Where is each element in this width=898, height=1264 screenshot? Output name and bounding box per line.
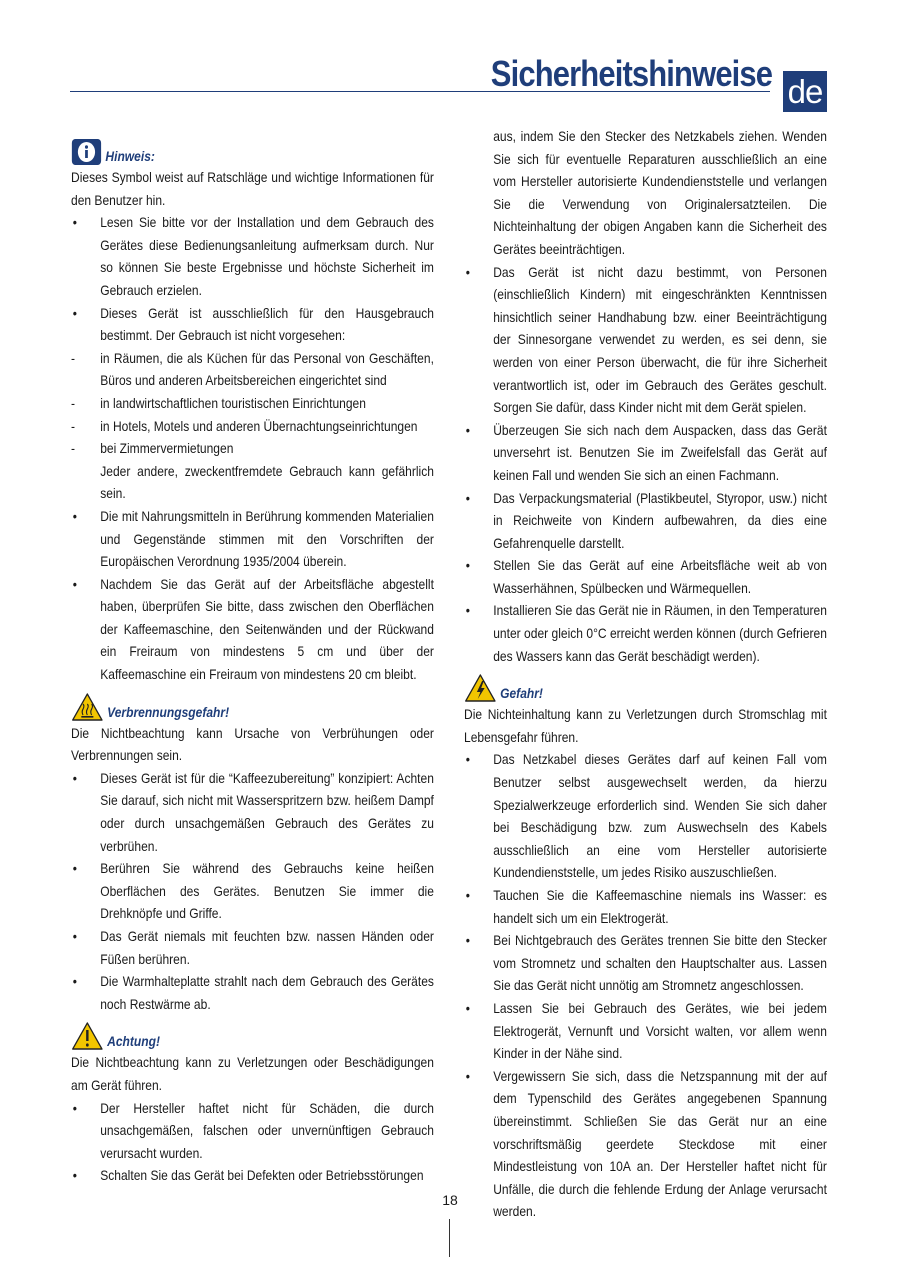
continued-text: aus, indem Sie den Stecker des Netzkabels ziehen. Wenden Sie sich für eventuelle Reparaturen ausschließlich an eine vom Hersteller autorisierte Kundendienststelle und verlangen Sie die Verwendung von Originalersatzteilen. Die Nichteinhaltung der obigen Angaben kann die Sicherheit des Gerätes beeinträchtigen.: [493, 128, 827, 257]
list-item: • Überzeugen Sie sich nach dem Auspacken, dass das Gerät unversehrt ist. Benutzen Sie im Zweifelsfall das Gerät auf keinen Fall und wenden Sie sich an einen Fachmann.: [465, 421, 827, 483]
list-item: • Tauchen Sie die Kaffeemaschine niemals ins Wasser: es handelt sich um ein Elektrogerät.: [465, 887, 827, 926]
footer-divider: [449, 1219, 450, 1257]
list-item: • Bei Nichtgebrauch des Gerätes trennen Sie bitte den Stecker vom Stromnetz und schalten den Hauptschalter aus. Lassen Sie das Gerät nicht unnötig am Stromnetz angeschlossen.: [465, 932, 827, 994]
hinweis-title: Hinweis:: [105, 148, 155, 164]
list-item: • Schalten Sie das Gerät bei Defekten oder Betriebsstörungen: [72, 1167, 424, 1184]
list-item: • Stellen Sie das Gerät auf eine Arbeitsfläche weit ab von Wasserhähnen, Spülbecken und Wärmequellen.: [465, 557, 827, 596]
page-number: 18: [442, 1192, 458, 1208]
dash-item: - in Räumen, die als Küchen für das Personal von Geschäften, Büros und anderen Arbeitsbereichen eingerichtet sind: [71, 349, 434, 389]
electric-shock-icon: [464, 673, 497, 703]
burn-title: Verbrennungsgefahr!: [107, 703, 230, 720]
list-item: • Vergewissern Sie sich, dass die Netzspannung mit der auf dem Typenschild des Gerätes angegebenen Spannung übereinstimmt. Schließen Sie das Gerät nur an eine vorschriftsmäßig geerdete Steckdose mit einer Mindestleistung von 10A an. Der Hersteller haftet nicht für Unfälle, die durch die fehlende Erdung der Anlage verursacht werden.: [465, 1067, 827, 1220]
hinweis-intro: Dieses Symbol weist auf Ratschläge und wichtige Informationen für den Benutzer hin.: [71, 169, 434, 208]
list-item: • Lassen Sie bei Gebrauch des Gerätes, wie bei jedem Elektrogerät, Vernunft und Vorsicht walten, vor allem wenn Kinder in der Nähe sind.: [465, 999, 827, 1062]
list-item: • Die mit Nahrungsmitteln in Berührung kommenden Materialien und Gegenstände stimmen mit den Vorschriften der Europäischen Verordnung 1935/2004 überein.: [72, 507, 434, 570]
hinweis-heading: [71, 136, 434, 166]
list-item: • Dieses Gerät ist für die “Kaffeezubereitung” konzipiert: Achten Sie darauf, sich nicht mit Wasserspritzern bzw. heißem Dampf oder durch unsachgemäßen Gebrauch des Gerätes zu verbrühen.: [72, 769, 434, 854]
warning-icon: [71, 1021, 104, 1051]
left-column: [71, 130, 434, 1187]
gefahr-title: Gefahr!: [500, 685, 543, 702]
list-item: • Berühren Sie während des Gebrauchs keine heißen Oberflächen des Gerätes. Benutzen Sie immer die Drehknöpfe und Griffe.: [72, 860, 434, 922]
gefahr-heading: [464, 673, 827, 703]
dash-item: - in landwirtschaftlichen touristischen Einrichtungen: [71, 394, 366, 411]
language-badge: de: [783, 71, 827, 112]
list-item: • Das Gerät ist nicht dazu bestimmt, von Personen (einschließlich Kindern) mit eingeschränkten Kenntnissen hinsichtlich seiner Handhabung bzw. einer Beeinträchtigung der Sinnesorgane verwendet zu werden, es sei denn, sie werden von einer Person überwacht, die für ihre Sicherheit verantwortlich ist, oder im Gebrauch des Gerätes geschult. Sorgen Sie dafür, dass Kinder nicht mit dem Gerät spielen.: [465, 263, 827, 416]
list-item: • Nachdem Sie das Gerät auf der Arbeitsfläche abgestellt haben, überprüfen Sie bitte, dass zwischen den Oberflächen der Kaffeemaschine, den Seitenwänden und der Rückwand ein Freiraum von mindestens 5 cm und über der Kaffeemaschine ein Freiraum von mindestens 20 cm bleibt.: [72, 575, 434, 683]
list-item: • Installieren Sie das Gerät nie in Räumen, in den Temperaturen unter oder gleich 0°C erreicht werden können (durch Gefrieren des Wassers kann das Gerät beschädigt werden).: [465, 602, 827, 664]
right-column: [464, 125, 827, 1223]
list-item: • Lesen Sie bitte vor der Installation und dem Gebrauch des Gerätes diese Bedienungsanleitung aufmerksam durch. Nur so können Sie beste Ergebnisse und höchste Sicherheit im Gebrauch erzielen.: [72, 214, 434, 298]
page-title: Sicherheitshinweise: [490, 53, 772, 94]
list-item: • Die Warmhalteplatte strahlt nach dem Gebrauch des Gerätes noch Restwärme ab.: [72, 973, 434, 1012]
list-item: • Das Netzkabel dieses Gerätes darf auf keinen Fall vom Benutzer selbst ausgewechselt werden, da hierzu Spezialwerkzeuge erforderlich sind. Wenden Sie sich daher bei Beschädigung bzw. zum Auswechseln des Kabels ausschließlich an eine vom Hersteller autorisierte Kundendienststelle, um jedes Risiko auszuschließen.: [465, 751, 827, 881]
burn-intro: Die Nichtbeachtung kann Ursache von Verbrühungen oder Verbrennungen sein.: [71, 724, 434, 764]
gefahr-intro: Die Nichteinhaltung kann zu Verletzungen durch Stromschlag mit Lebensgefahr führen.: [464, 706, 827, 745]
dash-note: Jeder andere, zweckentfremdete Gebrauch kann gefährlich sein.: [100, 462, 434, 502]
achtung-heading: [71, 1021, 434, 1051]
burn-heading: [71, 692, 434, 722]
hot-surface-icon: [71, 692, 104, 722]
dash-item: - bei Zimmervermietungen: [71, 440, 234, 457]
achtung-title: Achtung!: [107, 1033, 160, 1050]
list-item: • Das Verpackungsmaterial (Plastikbeutel, Styropor, usw.) nicht in Reichweite von Kindern aufbewahren, da dies eine Gefahrenquelle darstellt.: [465, 489, 827, 551]
dash-item: - in Hotels, Motels und anderen Übernachtungseinrichtungen: [71, 417, 418, 434]
info-icon: [71, 138, 102, 166]
list-item: • Dieses Gerät ist ausschließlich für den Hausgebrauch bestimmt. Der Gebrauch ist nicht vorgesehen:: [72, 304, 434, 344]
achtung-intro: Die Nichtbeachtung kann zu Verletzungen oder Beschädigungen am Gerät führen.: [71, 1054, 434, 1093]
list-item: • Der Hersteller haftet nicht für Schäden, die durch unsachgemäßen, falschen oder unvernünftigen Gebrauch verursacht wurden.: [72, 1099, 434, 1161]
list-item: • Das Gerät niemals mit feuchten bzw. nassen Händen oder Füßen berühren.: [72, 928, 434, 967]
